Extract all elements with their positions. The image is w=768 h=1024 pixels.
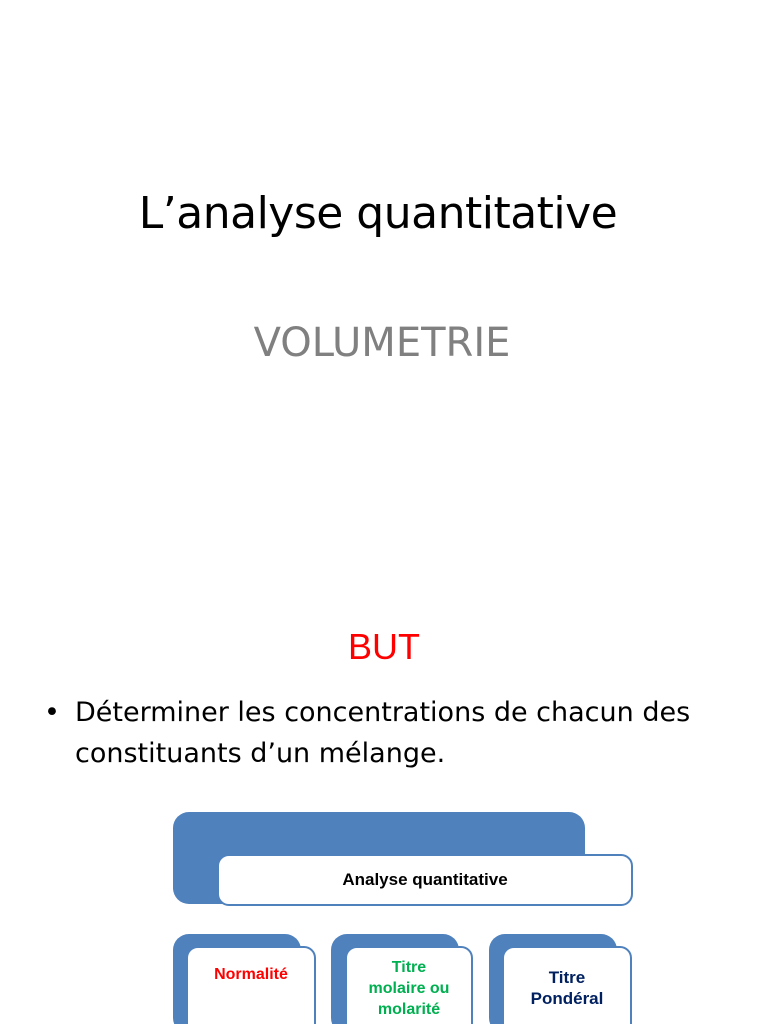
child-box-normalite bbox=[186, 946, 316, 1024]
bullet-marker: • bbox=[44, 697, 60, 728]
root-label: Analyse quantitative bbox=[342, 870, 508, 889]
slide-subtitle: VOLUMETRIE bbox=[253, 320, 511, 366]
child-label-line: Titre bbox=[548, 968, 586, 987]
child-label-line: Normalité bbox=[214, 966, 288, 983]
child-label-line: Pondéral bbox=[530, 989, 604, 1008]
slide-title: L’analyse quantitative bbox=[138, 188, 618, 239]
child-label-line: molaire ou bbox=[368, 980, 450, 997]
root-box bbox=[217, 854, 633, 906]
but-heading: BUT bbox=[348, 626, 420, 667]
bullet-text-line1: Déterminer les concentrations de chacun des bbox=[75, 697, 691, 728]
child-label-line: Titre bbox=[391, 959, 427, 976]
child-box-molarite bbox=[345, 946, 473, 1024]
child-label-line: molarité bbox=[377, 1001, 441, 1018]
bullet-text-line2: constituants d’un mélange. bbox=[75, 738, 446, 769]
child-box-ponderal bbox=[502, 946, 632, 1024]
